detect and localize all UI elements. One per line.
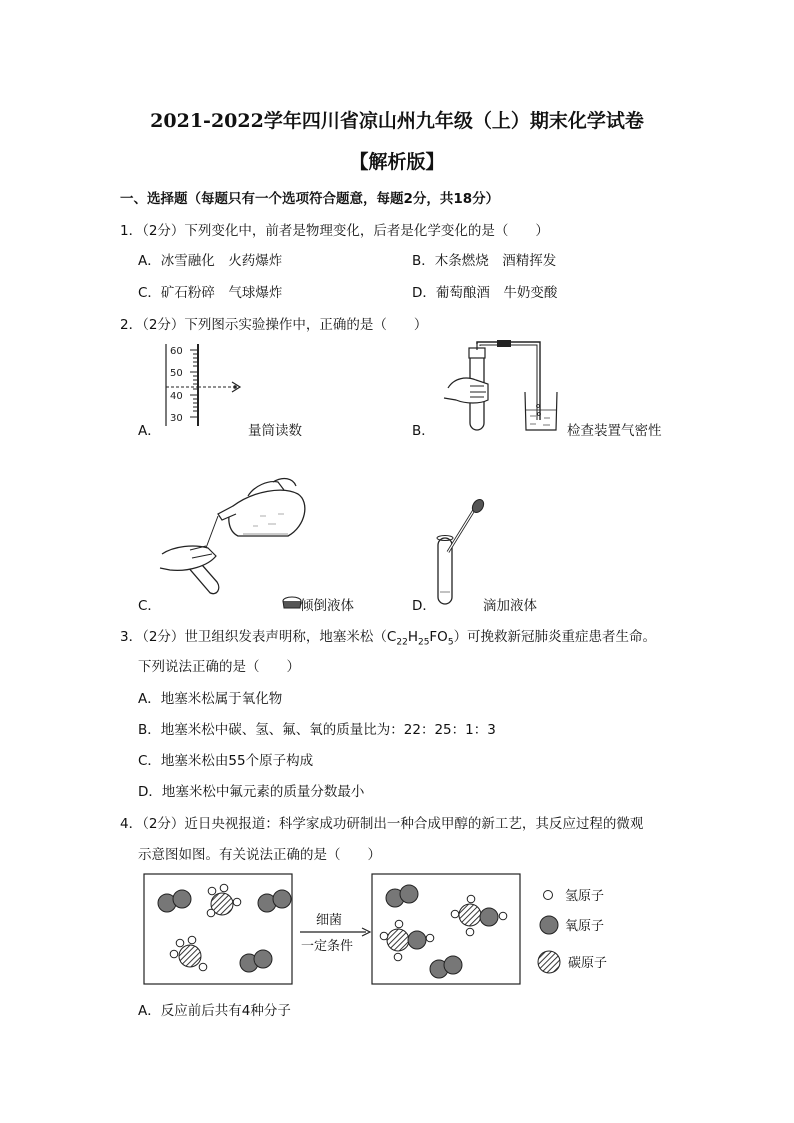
- q2-a-letter: A．: [138, 423, 161, 439]
- q3-option-d: D．地塞米松中氟元素的质量分数最小: [138, 784, 365, 800]
- airtightness-check-figure: [440, 340, 570, 435]
- q3-stem-line2: 下列说法正确的是（ ）: [138, 659, 300, 675]
- section-heading: 一、选择题（每题只有一个选项符合题意，每题2分，共18分）: [120, 191, 500, 207]
- q4-stem-line1: 4．（2分）近日央视报道：科学家成功研制出一种合成甲醇的新工艺，其反应过程的微观: [120, 816, 644, 832]
- dropping-liquid-figure: [430, 500, 490, 610]
- legend-carbon: [538, 951, 560, 973]
- tick-label-40: 40: [170, 391, 183, 402]
- q2-b-caption: 检查装置气密性: [567, 423, 662, 439]
- q4-stem-line2: 示意图如图。有关说法正确的是（ ）: [138, 847, 381, 863]
- q2-c-letter: C．: [138, 598, 161, 614]
- q2-c-caption: 倾倒液体: [300, 598, 354, 614]
- arrow-label-bottom: 一定条件: [301, 939, 354, 954]
- page-subtitle: 【解析版】: [349, 151, 445, 173]
- q2-stem: 2．（2分）下列图示实验操作中，正确的是（ ）: [120, 317, 428, 333]
- reaction-micro-diagram: [140, 870, 660, 990]
- legend-carbon-label: 碳原子: [568, 956, 608, 971]
- q2-d-letter: D．: [412, 598, 436, 614]
- q1-stem: 1．（2分）下列变化中，前者是物理变化，后者是化学变化的是（ ）: [120, 223, 549, 239]
- q1-option-a: A．冰雪融化 火药爆炸: [138, 253, 283, 269]
- q2-b-letter: B．: [412, 423, 435, 439]
- pouring-liquid-figure: [158, 476, 328, 611]
- arrow-label-top: 细菌: [316, 913, 343, 928]
- tick-label-30: 30: [170, 413, 183, 424]
- tick-label-50: 50: [170, 368, 183, 379]
- q1-option-c: C．矿石粉碎 气球爆炸: [138, 285, 283, 301]
- tick-label-60: 60: [170, 346, 183, 357]
- legend-hydrogen-label: 氢原子: [565, 889, 605, 904]
- q3-option-c: C．地塞米松由55个原子构成: [138, 753, 314, 769]
- q1-option-b: B．木条燃烧 酒精挥发: [412, 253, 557, 269]
- q3-stem-line1: 3．（2分）世卫组织发表声明称，地塞米松$(C_{22}H_{25}FO_5)$可挽救新冠肺炎重症患者生命。: [120, 629, 657, 648]
- q2-d-caption: 滴加液体: [483, 598, 537, 614]
- graduated-cylinder-figure: [160, 342, 260, 432]
- q2-a-caption: 量筒读数: [248, 423, 302, 439]
- legend-oxygen: [540, 916, 558, 934]
- reactants-box: [144, 874, 292, 984]
- page-title: 2021-2022学年四川省凉山州九年级（上）期末化学试卷: [150, 110, 644, 132]
- q4-option-a: A．反应前后共有4种分子: [138, 1003, 291, 1019]
- q1-option-d: D．葡萄酿酒 牛奶变酸: [412, 285, 558, 301]
- q3-option-a: A．地塞米松属于氧化物: [138, 691, 283, 707]
- legend-hydrogen: [544, 891, 553, 900]
- q3-option-b: B．地塞米松中碳、氢、氟、氧的质量比为：22：25：1：3: [138, 722, 496, 738]
- legend-oxygen-label: 氧原子: [565, 919, 605, 934]
